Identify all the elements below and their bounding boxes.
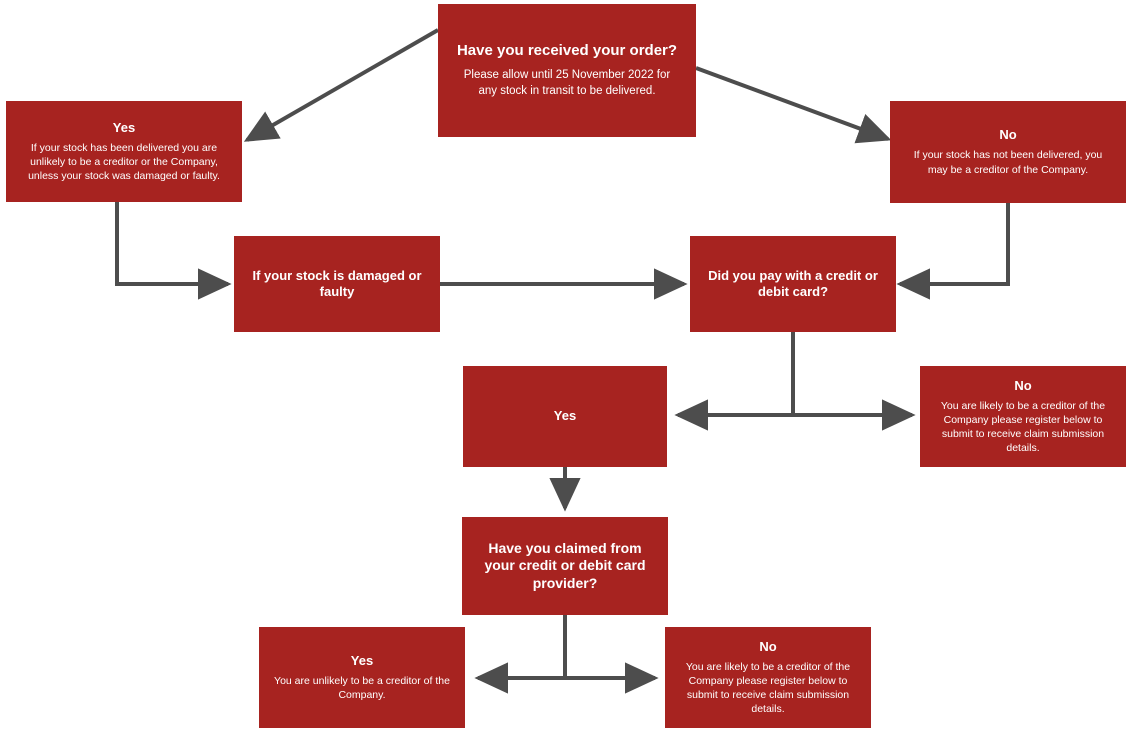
- node-body: If your stock has been delivered you are unlikely to be a creditor or the Company, unless your stock was damaged or faulty.: [28, 141, 220, 183]
- node-stock-damaged-or-faulty: [234, 236, 440, 332]
- node-no-not-delivered: [890, 101, 1126, 203]
- edge-yes-to-damaged: [117, 202, 228, 284]
- node-title: Have you claimed from your credit or debit card provider?: [484, 539, 646, 591]
- node-body: You are likely to be a creditor of the Company please register below to submit to receive claim submission details.: [940, 399, 1106, 455]
- node-claimed-from-provider: [462, 517, 668, 615]
- node-paid-card-no: [920, 366, 1126, 467]
- node-body: You are likely to be a creditor of the Company please register below to submit to receive claim submission details.: [685, 660, 851, 716]
- edge-order-to-no: [696, 68, 888, 139]
- node-title: No: [999, 127, 1017, 143]
- node-paid-with-card: [690, 236, 896, 332]
- node-paid-card-yes: [463, 366, 667, 467]
- node-body: You are unlikely to be a creditor of the Company.: [274, 674, 450, 702]
- node-title: Yes: [350, 652, 374, 668]
- node-yes-delivered: [6, 101, 242, 202]
- node-title: If your stock is damaged or faulty: [252, 267, 422, 299]
- edge-no-to-paidcard: [900, 203, 1008, 284]
- node-body: Please allow until 25 November 2022 for any stock in transit to be delivered.: [463, 69, 671, 97]
- node-title: Did you pay with a credit or debit card?: [708, 267, 878, 299]
- node-claimed-no: [665, 627, 871, 728]
- node-title: Yes: [112, 119, 136, 135]
- node-title: Have you received your order?: [456, 41, 678, 59]
- node-title: No: [759, 638, 777, 654]
- node-have-you-received-your-order: [438, 4, 696, 137]
- node-claimed-yes: [259, 627, 465, 728]
- node-body: If your stock has not been delivered, you may be a creditor of the Company.: [913, 149, 1103, 176]
- edge-order-to-yes: [247, 30, 438, 140]
- node-title: No: [1014, 377, 1032, 393]
- node-title: Yes: [553, 408, 577, 424]
